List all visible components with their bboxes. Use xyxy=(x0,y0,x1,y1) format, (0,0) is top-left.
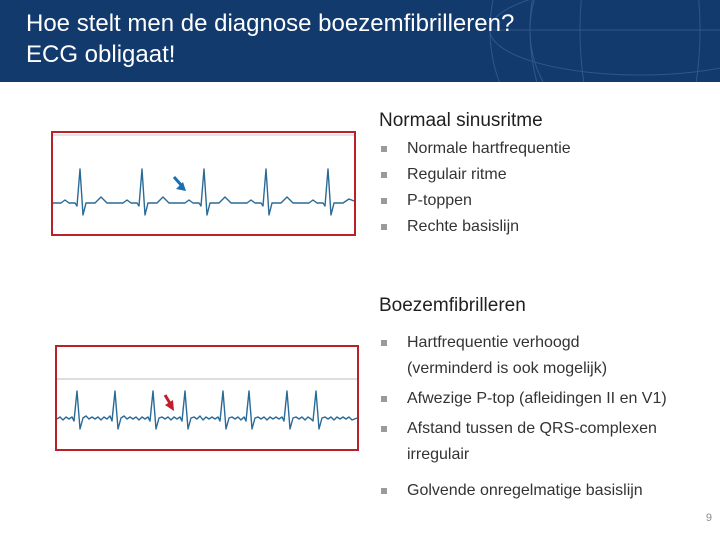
af-bullet-list xyxy=(379,330,667,504)
bullet-icon xyxy=(381,488,387,494)
title-line-2: ECG obligaat! xyxy=(26,41,176,68)
heading-normal-sinus-rhythm: Normaal sinusritme xyxy=(379,110,543,131)
arrow-icon xyxy=(165,395,174,411)
bullet-icon xyxy=(381,172,387,178)
bullet-icon xyxy=(381,198,387,204)
normal-rhythm-bullet-list xyxy=(379,136,571,240)
list-item: Normale hartfrequentie xyxy=(379,136,571,162)
list-item: Golvende onregelmatige basislijn xyxy=(379,478,667,504)
bullet-icon xyxy=(381,340,387,346)
ecg-trace-normal xyxy=(53,133,354,234)
list-item: Afstand tussen de QRS-complexen irregulair xyxy=(379,416,667,468)
normal-ecg-strip xyxy=(51,131,356,236)
list-item: Rechte basislijn xyxy=(379,214,571,240)
bullet-icon xyxy=(381,396,387,402)
bullet-icon xyxy=(381,426,387,432)
list-item: Hartfrequentie verhoogd (verminderd is ook mogelijk) xyxy=(379,330,667,382)
bullet-icon xyxy=(381,224,387,230)
page-number: 9 xyxy=(705,512,712,524)
title-line-1: Hoe stelt men de diagnose boezemfibrilleren? xyxy=(26,10,515,37)
slide-header xyxy=(0,0,720,82)
af-ecg-strip xyxy=(55,345,359,451)
heading-atrial-fibrillation: Boezemfibrilleren xyxy=(379,295,526,316)
list-item: Afwezige P-top (afleidingen II en V1) xyxy=(379,386,667,412)
list-item: Regulair ritme xyxy=(379,162,571,188)
list-item: P-toppen xyxy=(379,188,571,214)
arrow-icon xyxy=(174,177,186,191)
ecg-trace-af xyxy=(57,347,357,449)
bullet-icon xyxy=(381,146,387,152)
slide-title xyxy=(26,8,514,70)
